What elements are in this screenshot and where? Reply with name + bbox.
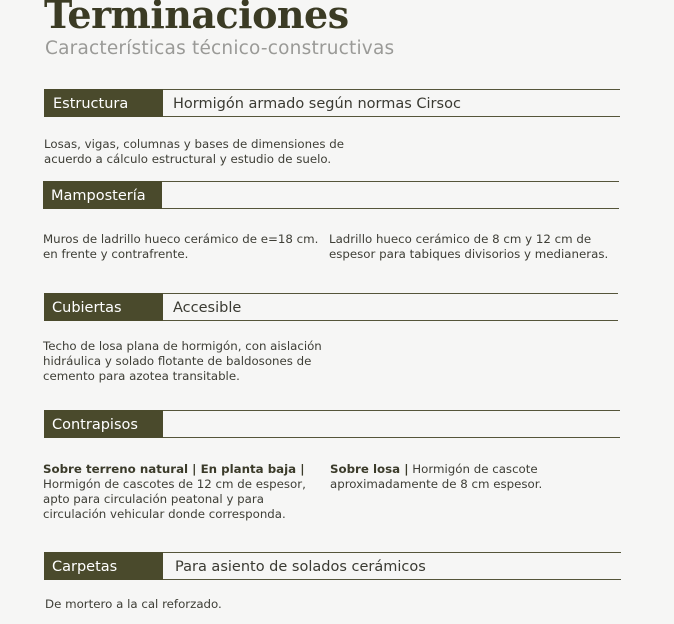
- page-subtitle: Características técnico-constructivas: [45, 38, 395, 59]
- section-header-cubiertas: [44, 293, 618, 321]
- section-tag-mamposteria: Mampostería: [43, 181, 162, 209]
- section-text-cubiertas: Techo de losa plana de hormigón, con aislación hidráulica y solado flotante de baldosones de cemento para azotea transitable.: [43, 339, 322, 383]
- section-tag-estructura: Estructura: [44, 89, 163, 117]
- section-header-estructura: [44, 89, 620, 117]
- section-text-mamposteria-col1: Muros de ladrillo hueco cerámico de e=18 cm. en frente y contrafrente.: [43, 232, 319, 261]
- section-text-estructura: Losas, vigas, columnas y bases de dimensiones de acuerdo a cálculo estructural y estudio de suelo.: [44, 137, 345, 166]
- contrapisos-col2-heading: Sobre losa |: [330, 462, 409, 476]
- section-tag-contrapisos: Contrapisos: [44, 410, 163, 438]
- contrapisos-col1-heading: Sobre terreno natural | En planta baja |: [43, 462, 305, 476]
- section-text-contrapisos-col1: Sobre terreno natural | En planta baja | Hormigón de cascotes de 12 cm de espesor, apto para circulación peatonal y para circulación vehicular donde corresponda.: [43, 462, 306, 521]
- section-text-mamposteria-col2: Ladrillo hueco cerámico de 8 cm y 12 cm de espesor para tabiques divisorios y medianeras.: [329, 232, 609, 261]
- section-label-carpetas: Para asiento de solados cerámicos: [175, 559, 426, 575]
- section-label-estructura: Hormigón armado según normas Cirsoc: [173, 96, 461, 112]
- section-header-mamposteria: [43, 181, 619, 209]
- section-tag-carpetas: Carpetas: [44, 552, 163, 580]
- page-title: Terminaciones: [44, 0, 349, 37]
- section-header-contrapisos: [44, 410, 620, 438]
- section-text-contrapisos-col2: Sobre losa | Hormigón de cascote aproximadamente de 8 cm espesor.: [330, 462, 543, 491]
- section-header-carpetas: [44, 552, 621, 580]
- section-text-carpetas: De mortero a la cal reforzado.: [45, 597, 222, 611]
- section-tag-cubiertas: Cubiertas: [44, 293, 163, 321]
- section-label-cubiertas: Accesible: [173, 300, 242, 316]
